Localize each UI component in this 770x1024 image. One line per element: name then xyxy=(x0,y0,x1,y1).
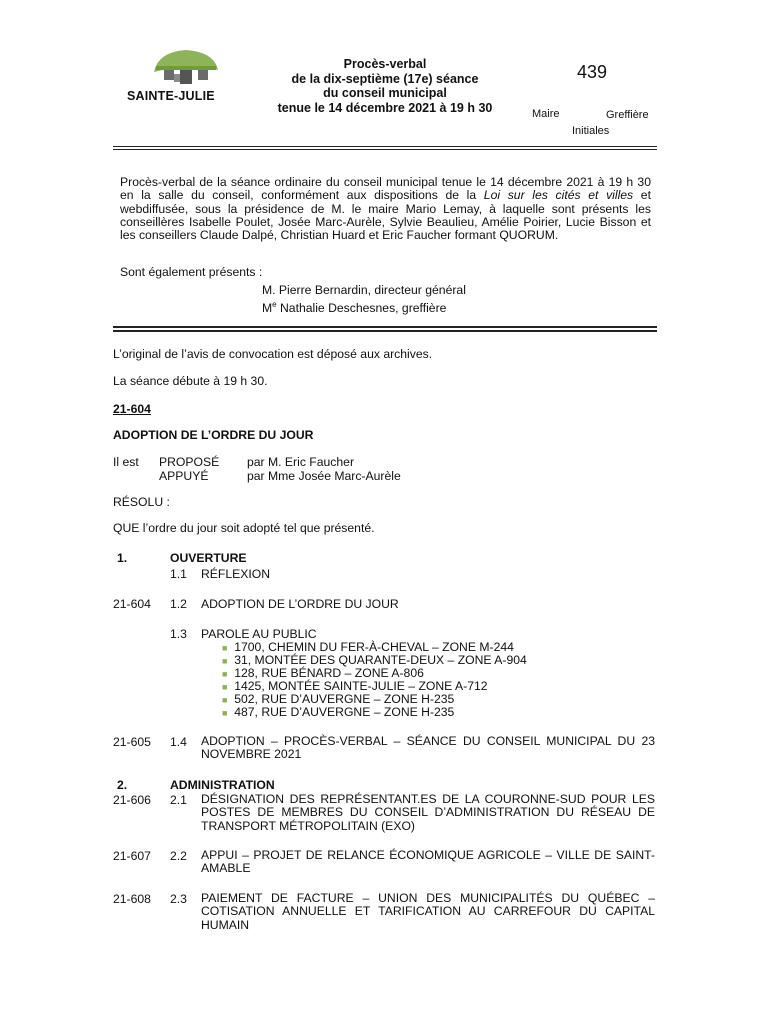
list-item-text: 487, RUE D’AUVERGNE – ZONE H-235 xyxy=(234,705,455,719)
item-2-3-text: PAIEMENT DE FACTURE – UNION DES MUNICIPALITÉS DU QUÉBEC – COTISATION ANNUELLE ET TARIFICATION AU CARREFOUR DU CAPITAL HUMAIN xyxy=(201,891,655,932)
bullet-icon: ■ xyxy=(222,643,228,653)
propose-label: PROPOSÉ xyxy=(159,455,220,469)
section-2-title: ADMINISTRATION xyxy=(170,778,275,792)
debut-text: La séance débute à 19 h 30. xyxy=(113,374,268,388)
bullet-icon: ■ xyxy=(222,656,228,666)
item-2-2-text: APPUI – PROJET DE RELANCE ÉCONOMIQUE AGRICOLE – VILLE DE SAINT-AMABLE xyxy=(201,848,655,876)
title-line-1: Procès-verbal xyxy=(343,57,427,71)
item-1-2-ref: 21-604 xyxy=(113,597,151,611)
list-item-text: 502, RUE D’AUVERGNE – ZONE H-235 xyxy=(234,692,455,706)
list-item-text: 1425, MONTÉE SAINTE-JULIE – ZONE A-712 xyxy=(234,679,488,693)
attendee-2-prefix: M xyxy=(262,301,273,316)
item-2-3-number: 2.3 xyxy=(170,892,187,906)
resolution-title: ADOPTION DE L’ORDRE DU JOUR xyxy=(113,428,314,442)
law-name: Loi sur les cités et villes xyxy=(483,188,634,203)
address-list xyxy=(222,640,527,718)
que-text: QUE l’ordre du jour soit adopté tel que présenté. xyxy=(113,521,375,535)
item-2-1-ref: 21-606 xyxy=(113,793,151,807)
item-2-3-ref: 21-608 xyxy=(113,892,151,906)
bullet-icon: ■ xyxy=(222,669,228,679)
greffiere-label: Greffière xyxy=(606,109,649,121)
item-1-2-number: 1.2 xyxy=(170,597,187,611)
section-2-number: 2. xyxy=(117,778,128,792)
logo-text: SAINTE-JULIE xyxy=(127,89,215,103)
bullet-icon: ■ xyxy=(222,708,228,718)
item-1-3-text: PAROLE AU PUBLIC xyxy=(201,627,317,641)
item-2-1-text: DÉSIGNATION DES REPRÉSENTANT.ES DE LA COURONNE-SUD POUR LES POSTES DE MEMBRES DU CONSEIL D’ADMINISTRATION DU RÉSEAU DE TRANSPORT MÉTROPOLITAIN (EXO) xyxy=(201,792,655,833)
attendee-2-sup: e xyxy=(272,300,277,309)
also-present-label: Sont également présents : xyxy=(120,265,263,279)
title-line-4: tenue le 14 décembre 2021 à 19 h 30 xyxy=(277,100,493,115)
attendee-2-name: Nathalie Deschesnes, greffière xyxy=(276,301,447,316)
item-1-4-text: ADOPTION – PROCÈS-VERBAL – SÉANCE DU CONSEIL MUNICIPAL DU 23 NOVEMBRE 2021 xyxy=(201,734,655,762)
document-title xyxy=(240,57,530,115)
item-1-2-text: ADOPTION DE L’ORDRE DU JOUR xyxy=(201,597,399,611)
attendee-2 xyxy=(262,300,446,315)
bullet-icon: ■ xyxy=(222,695,228,705)
page-number: 439 xyxy=(577,62,608,82)
appuye-label: APPUYÉ xyxy=(159,469,209,483)
title-line-3: du conseil municipal xyxy=(323,86,447,100)
resolution-number: 21-604 xyxy=(113,402,151,416)
list-item xyxy=(222,692,527,705)
item-1-4-number: 1.4 xyxy=(170,735,187,749)
list-item-text: 31, MONTÉE DES QUARANTE-DEUX – ZONE A-904 xyxy=(234,653,527,667)
item-1-1-text: RÉFLEXION xyxy=(201,567,271,581)
convocation-text: L’original de l’avis de convocation est déposé aux archives. xyxy=(113,347,433,361)
divider xyxy=(113,149,657,150)
sainte-julie-logo-icon xyxy=(150,46,222,90)
list-item xyxy=(222,653,527,666)
item-2-1-number: 2.1 xyxy=(170,793,187,807)
divider xyxy=(113,146,657,147)
appuye-by: par Mme Josée Marc-Aurèle xyxy=(247,469,401,483)
item-1-1-number: 1.1 xyxy=(170,567,187,581)
list-item xyxy=(222,640,527,653)
initiales-label: Initiales xyxy=(572,125,610,137)
list-item xyxy=(222,679,527,692)
item-2-2-number: 2.2 xyxy=(170,849,187,863)
item-1-3-number: 1.3 xyxy=(170,627,187,641)
intro-paragraph xyxy=(120,176,651,242)
section-1-number: 1. xyxy=(117,551,128,565)
list-item xyxy=(222,666,527,679)
section-1-title: OUVERTURE xyxy=(170,551,247,565)
list-item-text: 128, RUE BÉNARD – ZONE A-806 xyxy=(234,666,424,680)
divider xyxy=(113,326,657,328)
intro-text-1: Procès-verbal de la séance ordinaire du conseil municipal tenue le 14 décembre 2021 à 19 h 30 en la salle du conseil, conformément aux dispositions de la xyxy=(120,175,651,203)
list-item xyxy=(222,705,527,718)
attendee-1: M. Pierre Bernardin, directeur général xyxy=(262,283,466,297)
propose-by: par M. Eric Faucher xyxy=(247,455,355,469)
divider xyxy=(113,330,657,332)
maire-label: Maire xyxy=(532,108,560,120)
title-line-2: de la dix-septième (17e) séance xyxy=(291,71,479,86)
item-1-4-ref: 21-605 xyxy=(113,735,151,749)
intro-text-2: et webdiffusée, sous la présidence de M. le maire Mario Lemay, à laquelle sont présents les conseillères Isabelle Poulet, Josée Marc-Aurèle, Sylvie Beaulieu, Amélie Poirier, Lucie Bisson et les conseillers Claude Dalpé, Christian Huard et Eric Faucher formant QUORUM. xyxy=(120,188,651,243)
list-item-text: 1700, CHEMIN DU FER-À-CHEVAL – ZONE M-244 xyxy=(234,640,514,654)
bullet-icon: ■ xyxy=(222,682,228,692)
resolu-label: RÉSOLU : xyxy=(113,495,170,509)
il-est-label: Il est xyxy=(113,455,139,469)
item-2-2-ref: 21-607 xyxy=(113,849,151,863)
